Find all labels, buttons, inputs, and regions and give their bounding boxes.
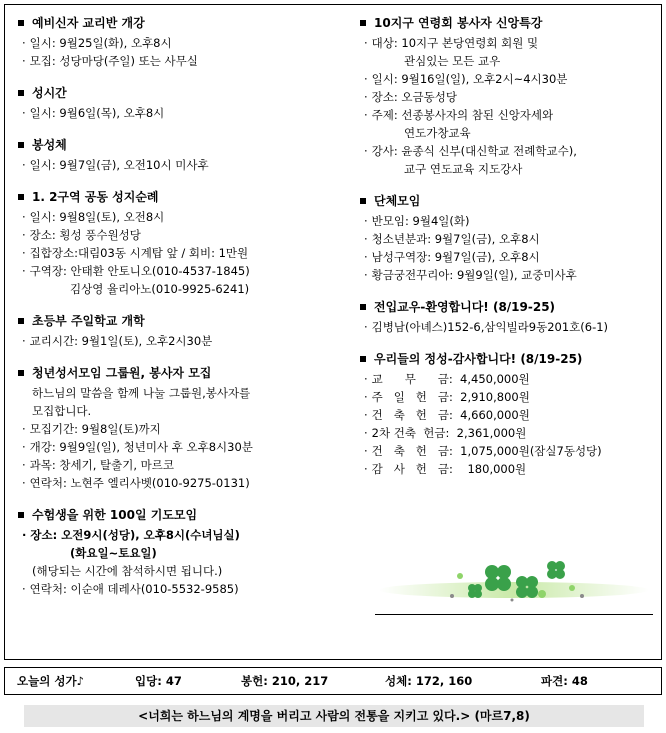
info-line: · 장소: 오금동성당 xyxy=(360,88,650,106)
section-exam-prayer xyxy=(18,506,348,598)
info-line: · 모집기간: 9월8일(토)까지 xyxy=(18,420,348,438)
info-line: · 구역장: 안태환 안토니오(010-4537-1845) xyxy=(18,262,348,280)
hymn-recessional: 파견: 48 xyxy=(541,674,588,688)
section-title: 예비신자 교리반 개강 xyxy=(32,16,145,30)
section-communion-visit xyxy=(18,136,348,174)
divider-line xyxy=(375,614,653,615)
intro-line: 모집합니다. xyxy=(32,404,92,418)
section-title: 우리들의 정성-감사합니다! (8/19-25) xyxy=(374,352,583,366)
square-bullet-icon xyxy=(18,194,24,200)
clover-decoration-icon xyxy=(372,548,656,618)
offering-line: · 감 사 헌 금: 180,000원 xyxy=(360,460,650,478)
square-bullet-icon xyxy=(18,142,24,148)
info-line: · 연락처: 이순애 데레사(010-5532-9585) xyxy=(18,580,348,598)
square-bullet-icon xyxy=(18,512,24,518)
info-line: · 청소년분과: 9월7일(금), 오후8시 xyxy=(360,230,650,248)
section-sunday-school xyxy=(18,312,348,350)
info-line: · 남성구역장: 9월7일(금), 오후8시 xyxy=(360,248,650,266)
square-bullet-icon xyxy=(360,20,366,26)
offering-line: · 건 축 헌 금: 4,660,000원 xyxy=(360,406,650,424)
info-line: · 연락처: 노현주 엘리사벳(010-9275-0131) xyxy=(18,474,348,492)
section-title: 성시간 xyxy=(32,86,67,100)
section-welcome xyxy=(360,298,650,336)
info-line: · 모집: 성당마당(주일) 또는 사무실 xyxy=(18,52,348,70)
section-title: 봉성체 xyxy=(32,138,67,152)
info-line: · 대상: 10지구 본당연령회 회원 및 xyxy=(360,34,650,52)
section-lecture xyxy=(360,14,650,178)
info-line: · 일시: 9월8일(토), 오전8시 xyxy=(18,208,348,226)
square-bullet-icon xyxy=(18,370,24,376)
hymn-label: 오늘의 성가♪ xyxy=(17,674,84,688)
section-group-meetings xyxy=(360,192,650,284)
section-holy-hour xyxy=(18,84,348,122)
info-line-cont: 관심있는 모든 교우 xyxy=(404,54,501,68)
square-bullet-icon xyxy=(18,20,24,26)
offering-line: · 건 축 헌 금: 1,075,000원(잠실7동성당) xyxy=(360,442,650,460)
info-line: · 집합장소:대림03동 시계탑 앞 / 회비: 1만원 xyxy=(18,244,348,262)
info-line: · 일시: 9월25일(화), 오후8시 xyxy=(18,34,348,52)
note-line: (해당되는 시간에 참석하시면 됩니다.) xyxy=(32,564,223,578)
square-bullet-icon xyxy=(18,318,24,324)
section-catechumen-class xyxy=(18,14,348,70)
offering-line: · 주 일 헌 금: 2,910,800원 xyxy=(360,388,650,406)
info-line: · 일시: 9월16일(일), 오후2시~4시30분 xyxy=(360,70,650,88)
section-title: 10지구 연령회 봉사자 신앙특강 xyxy=(374,16,543,30)
bible-verse: <너희는 하느님의 계명을 버리고 사람의 전통을 지키고 있다.> (마르7,8) xyxy=(24,705,644,727)
info-line: · 개강: 9월9일(일), 청년미사 후 오후8시30분 xyxy=(18,438,348,456)
right-column xyxy=(360,14,650,492)
section-title: 전입교우-환영합니다! (8/19-25) xyxy=(374,300,556,314)
square-bullet-icon xyxy=(360,198,366,204)
section-title: 초등부 주일학교 개학 xyxy=(32,314,145,328)
section-pilgrimage xyxy=(18,188,348,298)
left-column xyxy=(18,14,348,612)
info-line: · 과목: 창세기, 탈출기, 마르코 xyxy=(18,456,348,474)
square-bullet-icon xyxy=(360,356,366,362)
section-title: 청년성서모임 그룹원, 봉사자 모집 xyxy=(32,366,212,380)
section-title: 1. 2구역 공동 성지순례 xyxy=(32,190,159,204)
hymn-offertory: 봉헌: 210, 217 xyxy=(241,674,329,688)
section-title: 단체모임 xyxy=(374,194,421,208)
info-line: · 황금궁전꾸리아: 9월9일(일), 교중미사후 xyxy=(360,266,650,284)
square-bullet-icon xyxy=(18,90,24,96)
offering-line: · 2차 건축 헌금: 2,361,000원 xyxy=(360,424,650,442)
section-offerings xyxy=(360,350,650,478)
section-youth-bible xyxy=(18,364,348,492)
info-line: · 교리시간: 9월1일(토), 오후2시30분 xyxy=(18,332,348,350)
info-line: · 반모임: 9월4일(화) xyxy=(360,212,650,230)
info-line: · 강사: 윤종식 신부(대신학교 전례학교수), xyxy=(360,142,650,160)
info-line-cont: 연도가창교육 xyxy=(404,126,471,140)
hymn-communion: 성체: 172, 160 xyxy=(385,674,473,688)
info-line: · 주제: 선종봉사자의 참된 신앙자세와 xyxy=(360,106,650,124)
info-line: · 장소: 오전9시(성당), 오후8시(수녀님실) xyxy=(18,526,348,544)
info-line-cont: (화요일~토요일) xyxy=(70,546,157,560)
offering-line: · 교 무 금: 4,450,000원 xyxy=(360,370,650,388)
info-line-cont: 김상영 율리아노(010-9925-6241) xyxy=(70,282,250,296)
info-line: · 장소: 횡성 풍수원성당 xyxy=(18,226,348,244)
info-line-cont: 교구 연도교육 지도강사 xyxy=(404,162,523,176)
info-line: · 김병남(아녜스)152-6,삼익빌라9동201호(6-1) xyxy=(360,318,650,336)
info-line: · 일시: 9월6일(목), 오후8시 xyxy=(18,104,348,122)
hymn-entry: 입당: 47 xyxy=(135,674,182,688)
hymn-stats-bar xyxy=(4,667,662,695)
square-bullet-icon xyxy=(360,304,366,310)
section-title: 수험생을 위한 100일 기도모임 xyxy=(32,508,198,522)
intro-line: 하느님의 말씀을 함께 나눌 그룹원,봉사자를 xyxy=(32,386,251,400)
info-line: · 일시: 9월7일(금), 오전10시 미사후 xyxy=(18,156,348,174)
